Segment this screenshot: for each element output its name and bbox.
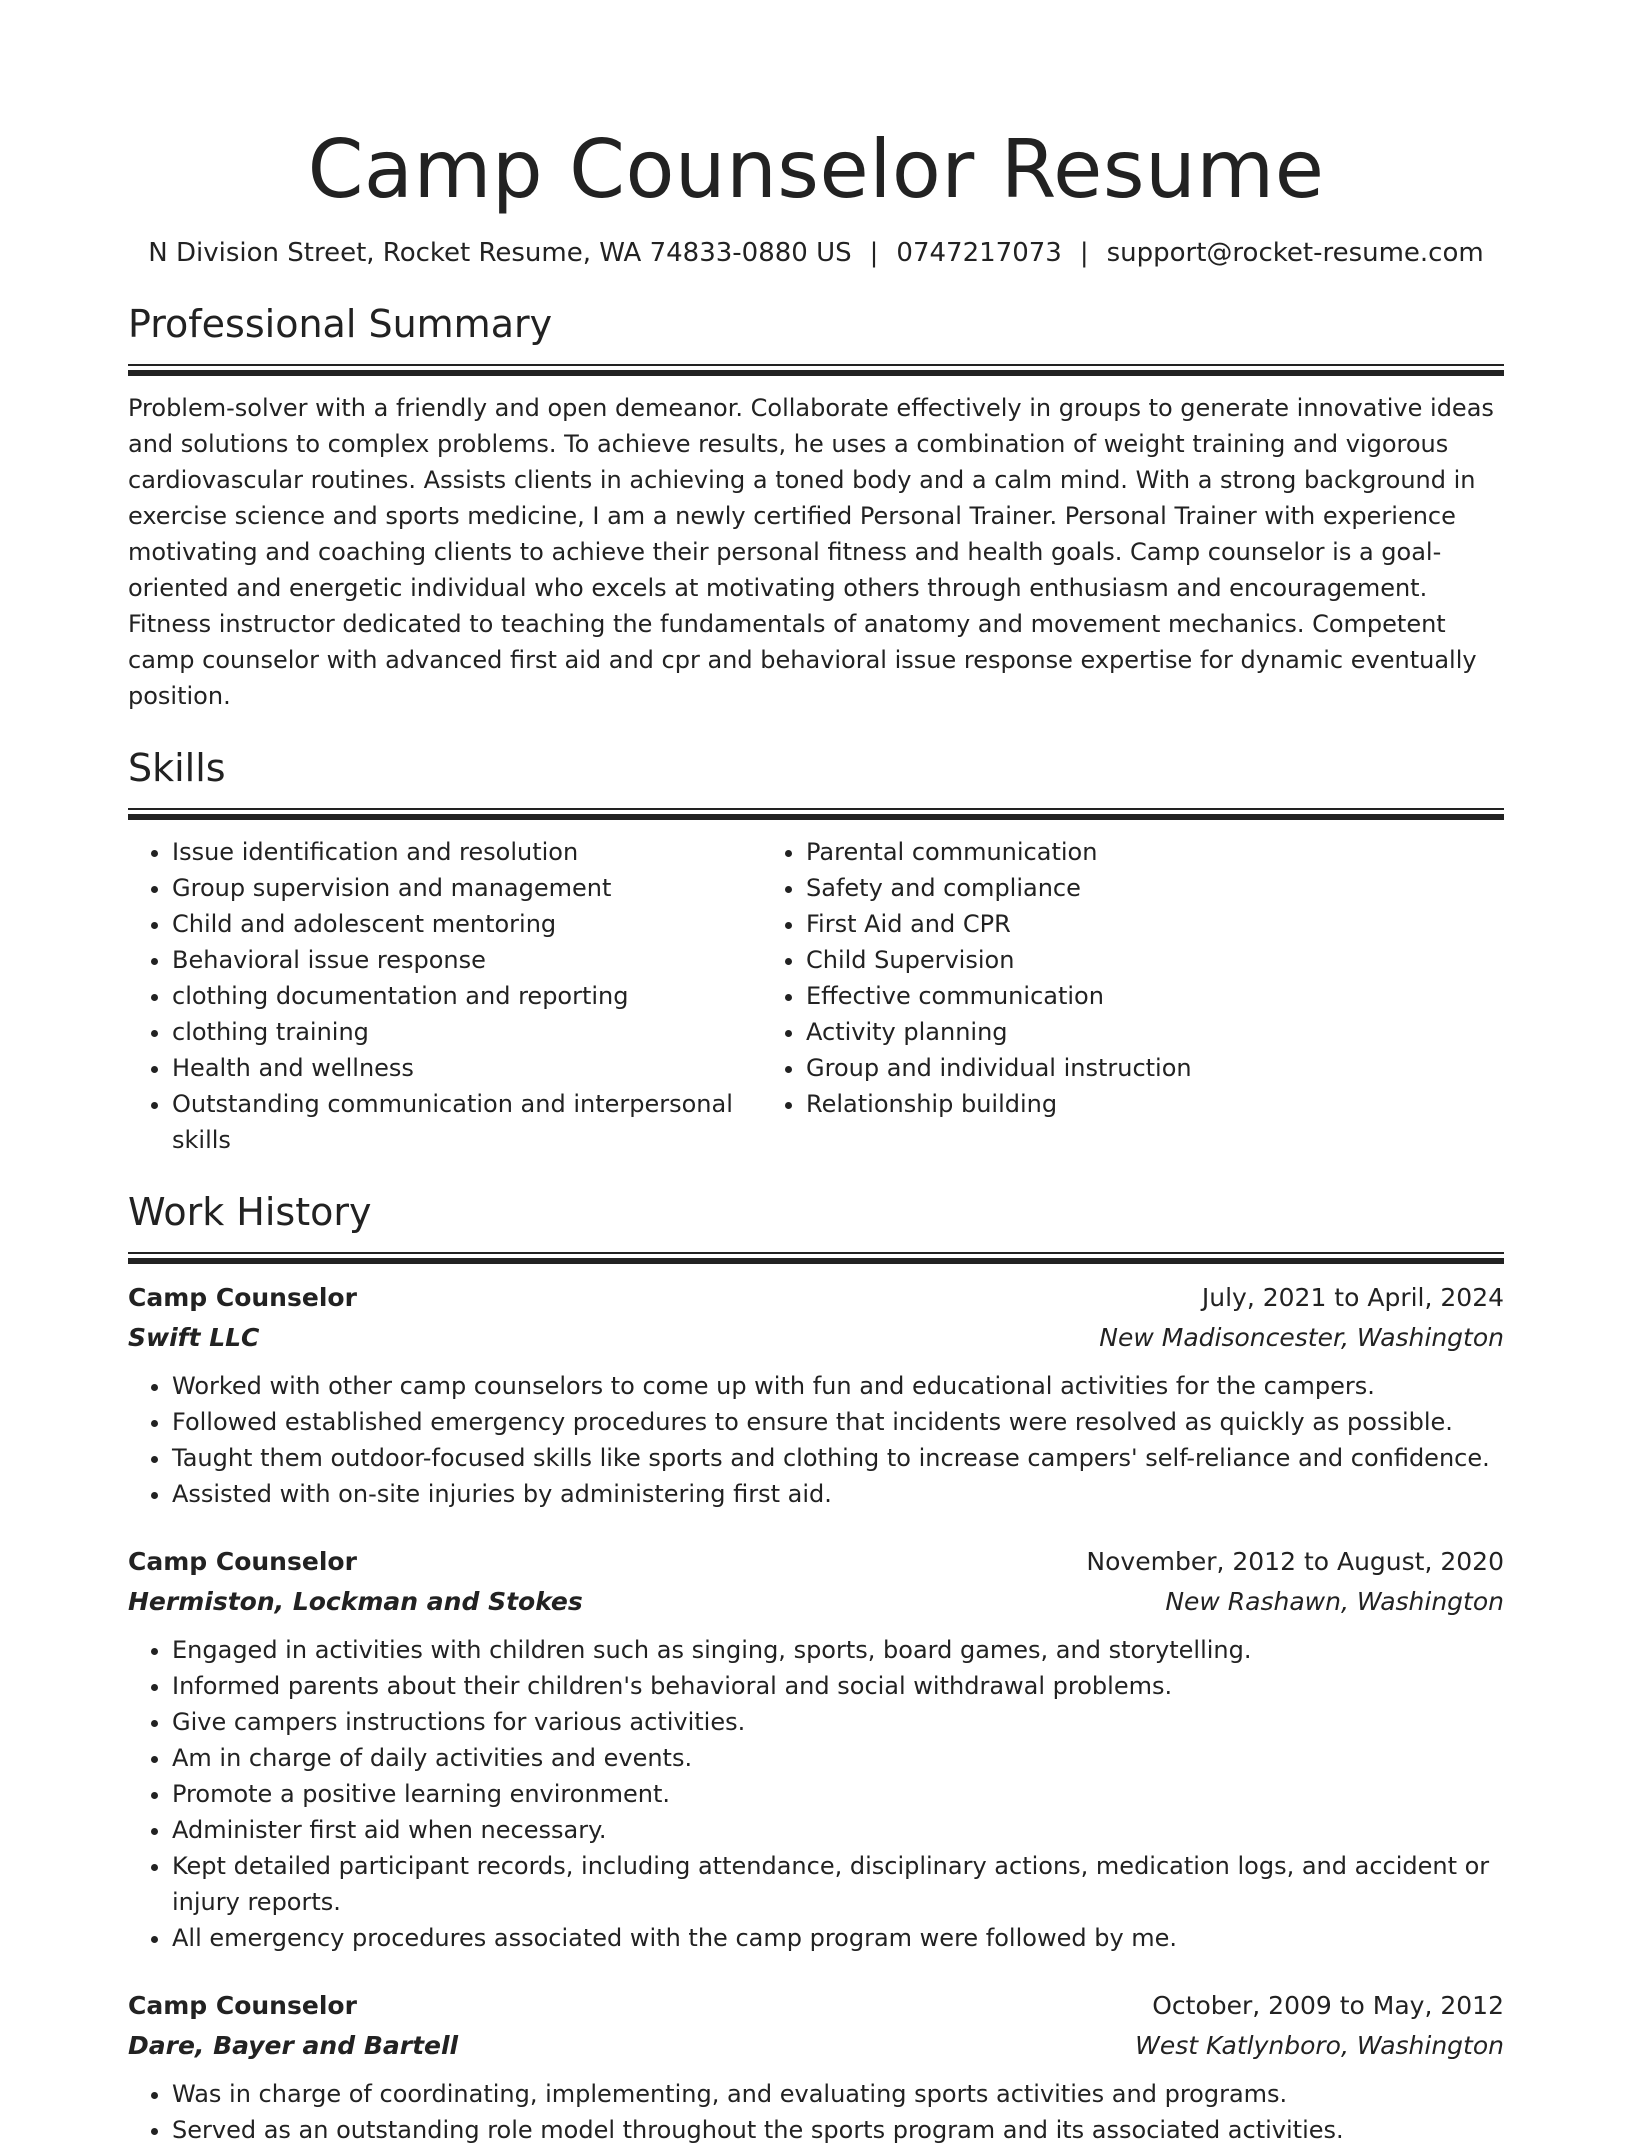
job-location: New Madisoncester, Washington — [1099, 1323, 1504, 1352]
skill-item: • Issue identification and resolution — [172, 834, 762, 870]
skill-item: • Effective communication — [806, 978, 1462, 1014]
contact-separator: | — [1079, 238, 1089, 268]
job-duty: • All emergency procedures associated with the camp program were followed by me. — [172, 1920, 1504, 1956]
job-company: Swift LLC — [128, 1323, 260, 1352]
skill-item: • clothing documentation and reporting — [172, 978, 762, 1014]
job-entry — [128, 1542, 1504, 1956]
job-duty: • Informed parents about their children's behavioral and social withdrawal problems. — [172, 1668, 1504, 1704]
job-duty: • Served as an outstanding role model throughout the sports program and its associated activities. — [172, 2112, 1504, 2148]
job-title: Camp Counselor — [128, 1547, 357, 1576]
skill-item: • Child and adolescent mentoring — [172, 906, 762, 942]
contact-line — [128, 236, 1504, 270]
skill-item: • Group supervision and management — [172, 870, 762, 906]
job-company: Hermiston, Lockman and Stokes — [128, 1587, 583, 1616]
skill-item: • Group and individual instruction — [806, 1050, 1462, 1086]
skill-item: • Relationship building — [806, 1086, 1462, 1122]
job-duty: • Taught them outdoor-focused skills like sports and clothing to increase campers' self-reliance and confidence. — [172, 1440, 1504, 1476]
contact-phone: 0747217073 — [896, 238, 1062, 268]
job-duty: • Give campers instructions for various activities. — [172, 1704, 1504, 1740]
job-duty: • Promote a positive learning environment. — [172, 1776, 1504, 1812]
contact-address: N Division Street, Rocket Resume, WA 74833-0880 US — [148, 238, 852, 268]
job-duty: • Administer first aid when necessary. — [172, 1812, 1504, 1848]
contact-email: support@rocket-resume.com — [1106, 238, 1484, 268]
skills-list — [128, 834, 1504, 1158]
job-title: Camp Counselor — [128, 1991, 357, 2020]
skill-item: • Behavioral issue response — [172, 942, 762, 978]
summary-section — [128, 300, 1504, 714]
job-duty: • Engaged in activities with children such as singing, sports, board games, and storytelling. — [172, 1632, 1504, 1668]
skill-item: • First Aid and CPR — [806, 906, 1462, 942]
job-dates: November, 2012 to August, 2020 — [1086, 1547, 1504, 1576]
skill-item: • clothing training — [172, 1014, 762, 1050]
job-duty: • Followed established emergency procedures to ensure that incidents were resolved as quickly as possible. — [172, 1404, 1504, 1440]
skill-item: • Parental communication — [806, 834, 1462, 870]
skill-item: • Health and wellness — [172, 1050, 762, 1086]
section-divider — [128, 1252, 1504, 1264]
section-divider — [128, 364, 1504, 376]
job-duties — [128, 1368, 1504, 1512]
skill-item: • Child Supervision — [806, 942, 1462, 978]
job-entry — [128, 1278, 1504, 1512]
skill-item: • Activity planning — [806, 1014, 1462, 1050]
skills-section — [128, 744, 1504, 1158]
job-entry — [128, 1986, 1504, 2148]
resume-title: Camp Counselor Resume — [307, 123, 1325, 216]
job-duty: • Was in charge of coordinating, implementing, and evaluating sports activities and programs. — [172, 2076, 1504, 2112]
section-divider — [128, 808, 1504, 820]
job-duties — [128, 2076, 1504, 2148]
job-location: New Rashawn, Washington — [1165, 1587, 1504, 1616]
job-duty: • Worked with other camp counselors to come up with fun and educational activities for the campers. — [172, 1368, 1504, 1404]
resume-page — [128, 0, 1504, 2148]
contact-separator: | — [869, 238, 879, 268]
job-duty: • Assisted with on-site injuries by administering first aid. — [172, 1476, 1504, 1512]
job-duties — [128, 1632, 1504, 1956]
summary-heading: Professional Summary — [128, 302, 553, 346]
job-title: Camp Counselor — [128, 1283, 357, 1312]
job-dates: July, 2021 to April, 2024 — [1201, 1283, 1504, 1312]
job-dates: October, 2009 to May, 2012 — [1152, 1991, 1504, 2020]
job-company: Dare, Bayer and Bartell — [128, 2031, 459, 2060]
skill-item: • Outstanding communication and interpersonal skills — [172, 1086, 762, 1158]
job-location: West Katlynboro, Washington — [1135, 2031, 1504, 2060]
skills-column-right — [762, 834, 1462, 1158]
skill-item: • Safety and compliance — [806, 870, 1462, 906]
work-history-section — [128, 1188, 1504, 2148]
skills-column-left — [128, 834, 762, 1158]
job-duty: • Am in charge of daily activities and events. — [172, 1740, 1504, 1776]
summary-text: Problem-solver with a friendly and open demeanor. Collaborate effectively in groups to generate innovative ideas and solutions to complex problems. To achieve results, he uses a combination of weight training and vigorous cardiovascular routines. Assists clients in achieving a toned body and a calm mind. With a strong background in exercise science and sports medicine, I am a newly certified Personal Trainer. Personal Trainer with experience motivating and coaching clients to achieve their personal fitness and health goals. Camp counselor is a goal-oriented and energetic individual who excels at motivating others through enthusiasm and encouragement. Fitness instructor dedicated to teaching the fundamentals of anatomy and movement mechanics. Competent camp counselor with advanced first aid and cpr and behavioral issue response expertise for dynamic eventually position. — [128, 394, 1494, 710]
work-history-heading: Work History — [128, 1190, 372, 1234]
job-duty: • Kept detailed participant records, including attendance, disciplinary actions, medication logs, and accident or injury reports. — [172, 1848, 1504, 1920]
skills-heading: Skills — [128, 746, 226, 790]
